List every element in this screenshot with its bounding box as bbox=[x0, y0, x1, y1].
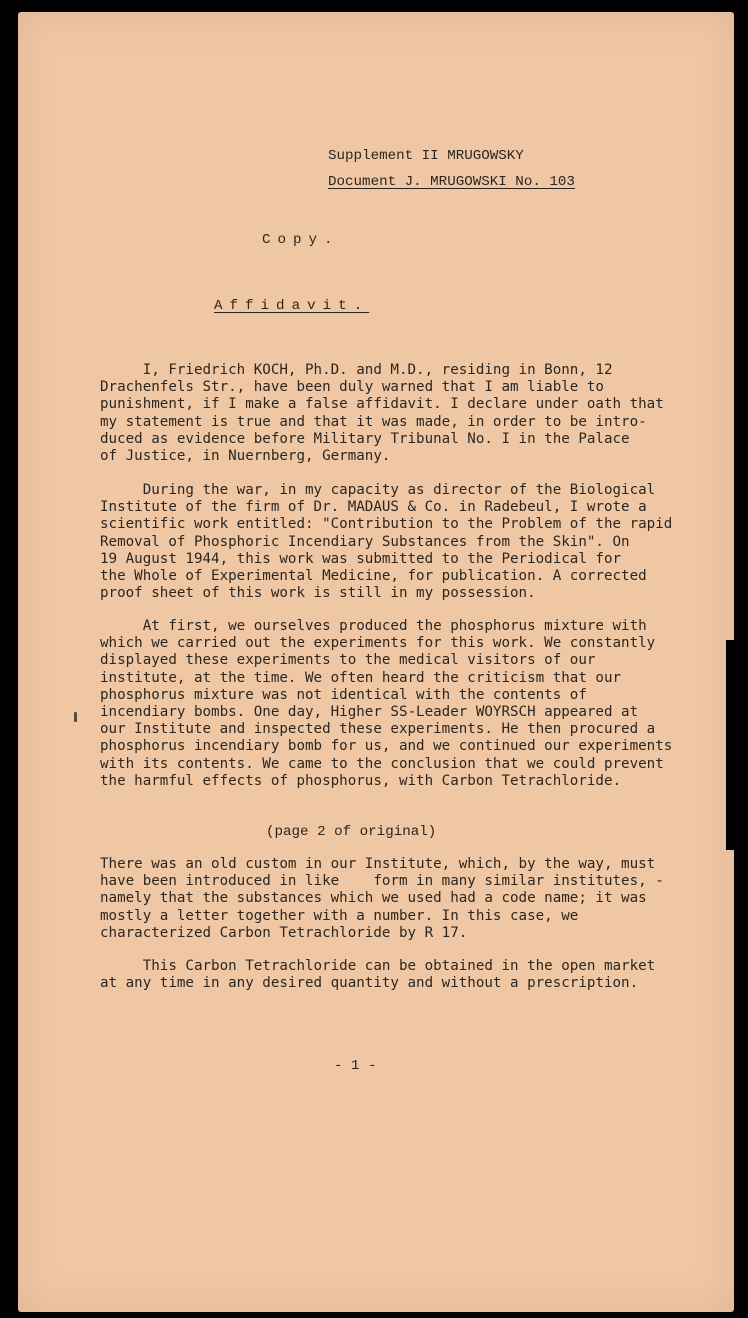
document-reference: Document J. MRUGOWSKI No. 103 bbox=[328, 174, 575, 190]
copy-label: Copy. bbox=[262, 232, 340, 248]
paragraph-3: At first, we ourselves produced the phosphorus mixture with which we carried out the experiments for this work. We constantly displayed these experiments to the medical visitors of our institute, at the time. We often heard the criticism that our phosphorus mixture was not identical with the contents of incendiary bombs. One day, Higher SS-Leader WOYRSCH appeared at our Institute and inspected these experiments. He then procured a phosphorus incendiary bomb for us, and we continued our experiments with its contents. We came to the conclusion that we could prevent the harmful effects of phosphorus, with Carbon Tetrachloride. bbox=[100, 618, 673, 789]
torn-edge bbox=[726, 640, 748, 850]
paragraph-1: I, Friedrich KOCH, Ph.D. and M.D., residing in Bonn, 12 Drachenfels Str., have been duly warned that I am liable to punishment, if I make a false affidavit. I declare under oath that my statement is true and that it was made, in order to be intro- duced as evidence before Military Tribunal No. I in the Palace of Justice, in Nuernberg, Germany. bbox=[100, 362, 664, 465]
paragraph-2: During the war, in my capacity as director of the Biological Institute of the firm of Dr. MADAUS & Co. in Radebeul, I wrote a scientific work entitled: "Contribution to the Problem of the rapid Removal of Phosphoric Incendiary Substances from the Skin". On 19 August 1944, this work was submitted to the Periodical for the Whole of Experimental Medicine, for publication. A corrected proof sheet of this work is still in my possession. bbox=[100, 482, 673, 602]
supplement-heading: Supplement II MRUGOWSKY bbox=[328, 148, 524, 164]
ink-mark bbox=[74, 712, 77, 722]
paragraph-4: There was an old custom in our Institute, which, by the way, must have been introduced in like form in many similar institutes, - namely that the substances which we used had a code name; it was mostly a letter together with a number. In this case, we characterized Carbon Tetrachloride by R 17. bbox=[100, 856, 664, 941]
torn-edge bbox=[738, 610, 748, 650]
page-number: - 1 - bbox=[334, 1058, 377, 1074]
page-2-marker: (page 2 of original) bbox=[266, 824, 437, 840]
paragraph-5: This Carbon Tetrachloride can be obtained in the open market at any time in any desired quantity and without a prescription. bbox=[100, 958, 656, 992]
affidavit-title: Affidavit. bbox=[214, 298, 370, 314]
